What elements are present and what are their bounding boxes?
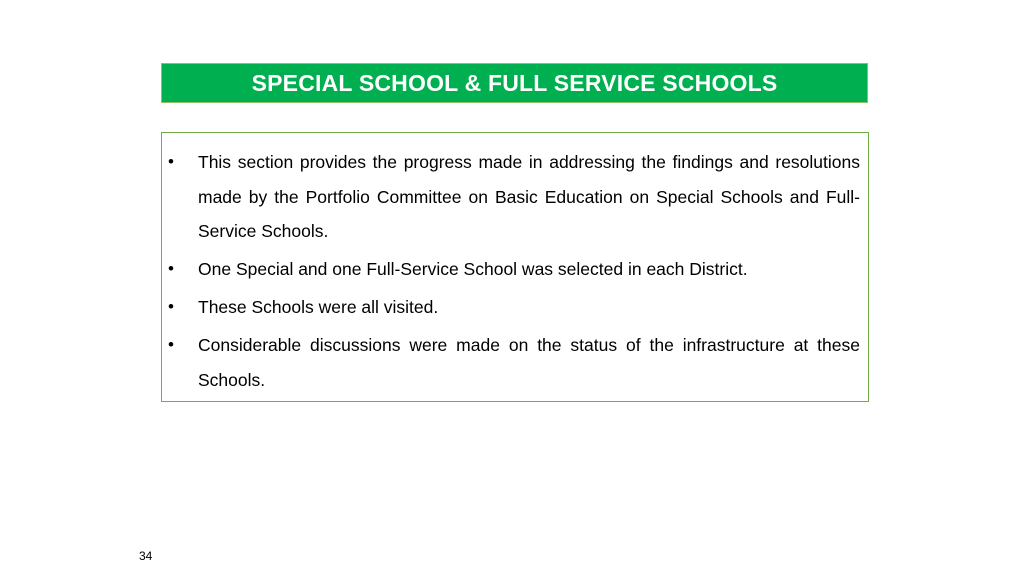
bullet-icon: •: [168, 297, 174, 316]
page-number: 34: [139, 549, 153, 563]
bullet-item: [162, 145, 868, 249]
bullet-item: [162, 252, 868, 287]
slide-title-bar: [161, 63, 868, 103]
bullet-icon: •: [168, 152, 174, 171]
bullet-text: One Special and one Full-Service School was selected in each District.: [198, 259, 748, 279]
bullet-list: [162, 145, 868, 401]
bullet-icon: •: [168, 259, 174, 278]
content-box: [161, 132, 869, 402]
slide-title: SPECIAL SCHOOL & FULL SERVICE SCHOOLS: [251, 69, 778, 96]
bullet-icon: •: [168, 335, 174, 354]
bullet-text: These Schools were all visited.: [198, 297, 439, 317]
bullet-text: Considerable discussions were made on the status of the infrastructure at these Schools.: [198, 335, 860, 390]
bullet-item: [162, 290, 868, 325]
bullet-text: This section provides the progress made in addressing the findings and resolutions made by the Portfolio Committee on Basic Education on Special Schools and Full-Service Schools.: [198, 152, 860, 241]
bullet-item: [162, 328, 868, 397]
